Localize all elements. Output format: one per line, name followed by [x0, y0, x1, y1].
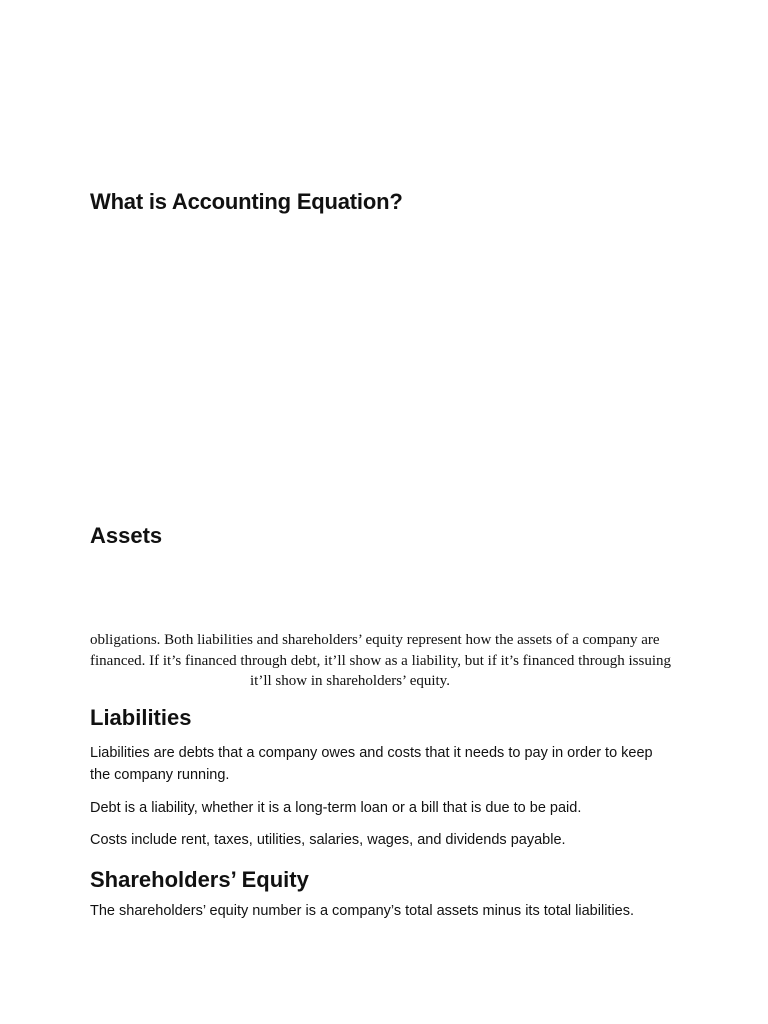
financing-paragraph-line-1: obligations. Both liabilities and shareholders’ equity represent how the assets of a company are — [90, 632, 660, 648]
financing-paragraph — [90, 630, 680, 692]
heading-liabilities: Liabilities — [90, 705, 192, 730]
equity-paragraph-1: The shareholders’ equity number is a company’s total assets minus its total liabilities. — [90, 903, 635, 919]
financing-paragraph-line-2: financed. If it’s financed through debt, it’ll show as a liability, but if it’s financed through issuing — [90, 652, 671, 669]
liabilities-paragraph-3: Costs include rent, taxes, utilities, salaries, wages, and dividends payable. — [90, 832, 566, 848]
liabilities-paragraph-1: Liabilities are debts that a company owes and costs that it needs to pay in order to keep the company running. — [90, 745, 653, 783]
heading-assets: Assets — [90, 523, 163, 548]
heading-shareholders-equity: Shareholders’ Equity — [90, 867, 309, 892]
liabilities-paragraph-2: Debt is a liability, whether it is a long-term loan or a bill that is due to be paid. — [90, 800, 582, 816]
financing-paragraph-line-3: it’ll show in shareholders’ equity. — [250, 673, 450, 689]
heading-accounting-equation: What is Accounting Equation? — [90, 189, 403, 214]
